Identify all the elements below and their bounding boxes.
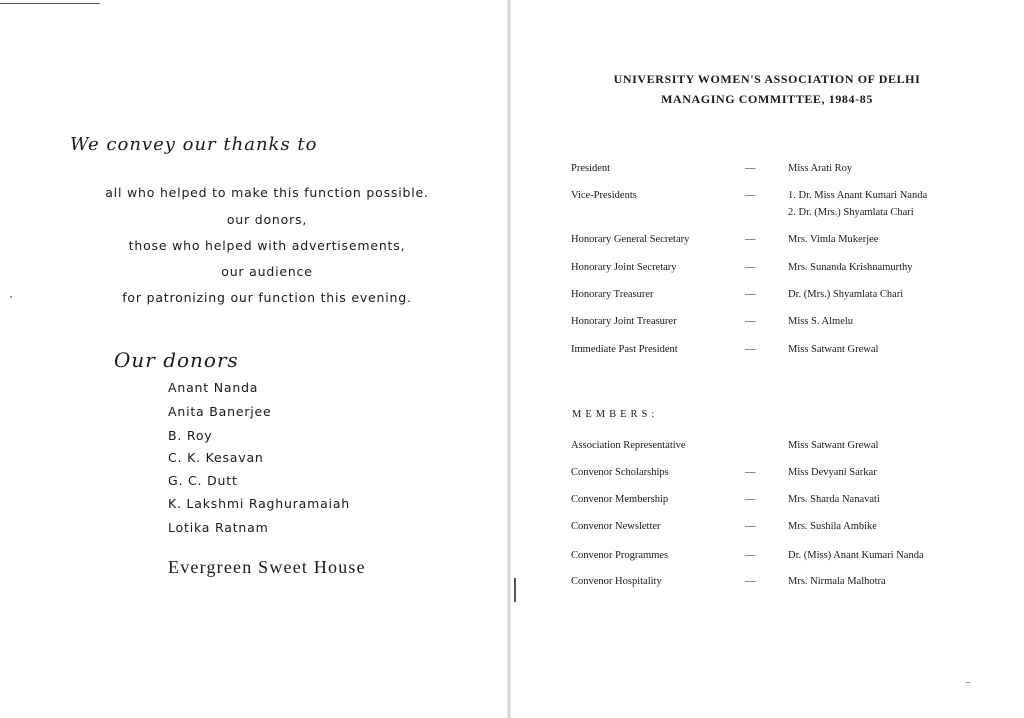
committee-name: Mrs. Sunanda Krishnamurthy bbox=[788, 262, 913, 273]
donor-name: Anant Nanda bbox=[168, 380, 259, 395]
committee-name: 1. Dr. Miss Anant Kumari Nanda bbox=[788, 190, 928, 201]
member-row bbox=[510, 550, 1024, 570]
member-role: Convenor Scholarships bbox=[571, 467, 669, 478]
committee-role: President bbox=[571, 163, 611, 174]
donor-name: Anita Banerjee bbox=[168, 404, 272, 419]
dash: — bbox=[745, 190, 756, 201]
thanks-heading: We convey our thanks to bbox=[70, 134, 318, 155]
dash: — bbox=[745, 576, 756, 587]
member-role: Convenor Programmes bbox=[571, 550, 669, 561]
donor-name: Lotika Ratnam bbox=[168, 520, 269, 535]
member-name: Miss Devyani Sarkar bbox=[788, 467, 877, 478]
committee-name: Miss Arati Roy bbox=[788, 163, 853, 174]
committee-row bbox=[510, 344, 1024, 364]
member-name: Miss Satwant Grewal bbox=[788, 440, 879, 451]
member-role: Convenor Newsletter bbox=[571, 521, 661, 532]
member-row bbox=[510, 521, 1024, 541]
member-name: Dr. (Miss) Anant Kumari Nanda bbox=[788, 550, 924, 561]
scan-speck bbox=[966, 682, 970, 683]
top-rule bbox=[0, 3, 100, 4]
committee-name: Mrs. Vimla Mukerjee bbox=[788, 234, 879, 245]
dash: — bbox=[745, 550, 756, 561]
thanks-line: for patronizing our function this evening. bbox=[122, 290, 412, 305]
committee-row bbox=[510, 163, 1024, 183]
member-role: Convenor Hospitality bbox=[571, 576, 662, 587]
right-page bbox=[510, 0, 1024, 718]
committee-role: Honorary Treasurer bbox=[571, 289, 654, 300]
dash: — bbox=[745, 316, 756, 327]
committee-row bbox=[510, 262, 1024, 282]
committee-role: Honorary General Secretary bbox=[571, 234, 690, 245]
committee-name: 2. Dr. (Mrs.) Shyamlata Chari bbox=[788, 207, 914, 218]
dash: — bbox=[745, 521, 756, 532]
scan-speck bbox=[10, 296, 12, 298]
title-line-2: MANAGING COMMITTEE, 1984-85 bbox=[661, 92, 873, 106]
dash: — bbox=[745, 344, 756, 355]
committee-row bbox=[510, 234, 1024, 254]
committee-role: Immediate Past President bbox=[571, 344, 678, 355]
member-row bbox=[510, 576, 1024, 596]
committee-role: Vice-Presidents bbox=[571, 190, 637, 201]
dash: — bbox=[745, 289, 756, 300]
member-row bbox=[510, 494, 1024, 514]
committee-row bbox=[510, 316, 1024, 336]
members-label: MEMBERS: bbox=[572, 409, 659, 420]
donor-name: B. Roy bbox=[168, 428, 213, 443]
donor-name: G. C. Dutt bbox=[168, 473, 238, 488]
thanks-line: our audience bbox=[221, 264, 313, 279]
dash: — bbox=[745, 234, 756, 245]
dash: — bbox=[745, 262, 756, 273]
left-page bbox=[0, 0, 508, 718]
member-role: Convenor Membership bbox=[571, 494, 669, 505]
member-name: Mrs. Sushila Ambike bbox=[788, 521, 877, 532]
thanks-line: all who helped to make this function possible. bbox=[105, 185, 429, 200]
committee-row bbox=[510, 289, 1024, 309]
sponsor-name: Evergreen Sweet House bbox=[168, 557, 366, 577]
title-line-1: UNIVERSITY WOMEN'S ASSOCIATION OF DELHI bbox=[613, 72, 921, 86]
member-row bbox=[510, 467, 1024, 487]
committee-name: Dr. (Mrs.) Shyamlata Chari bbox=[788, 289, 904, 300]
donor-name: C. K. Kesavan bbox=[168, 450, 264, 465]
committee-row bbox=[510, 207, 1024, 227]
member-name: Mrs. Nirmala Malhotra bbox=[788, 576, 886, 587]
member-name: Mrs. Sharda Nanavati bbox=[788, 494, 880, 505]
scan-mark bbox=[514, 578, 516, 602]
committee-role: Honorary Joint Secretary bbox=[571, 262, 677, 273]
committee-role: Honorary Joint Treasurer bbox=[571, 316, 677, 327]
member-row bbox=[510, 440, 1024, 460]
dash: — bbox=[745, 467, 756, 478]
donors-heading: Our donors bbox=[114, 348, 239, 372]
member-role: Association Representative bbox=[571, 440, 686, 451]
dash: — bbox=[745, 494, 756, 505]
committee-name: Miss S. Almelu bbox=[788, 316, 854, 327]
thanks-line: our donors, bbox=[226, 212, 308, 227]
committee-name: Miss Satwant Grewal bbox=[788, 344, 879, 355]
thanks-line: those who helped with advertisements, bbox=[128, 238, 406, 253]
dash: — bbox=[745, 163, 756, 174]
donor-name: K. Lakshmi Raghuramaiah bbox=[168, 496, 351, 511]
